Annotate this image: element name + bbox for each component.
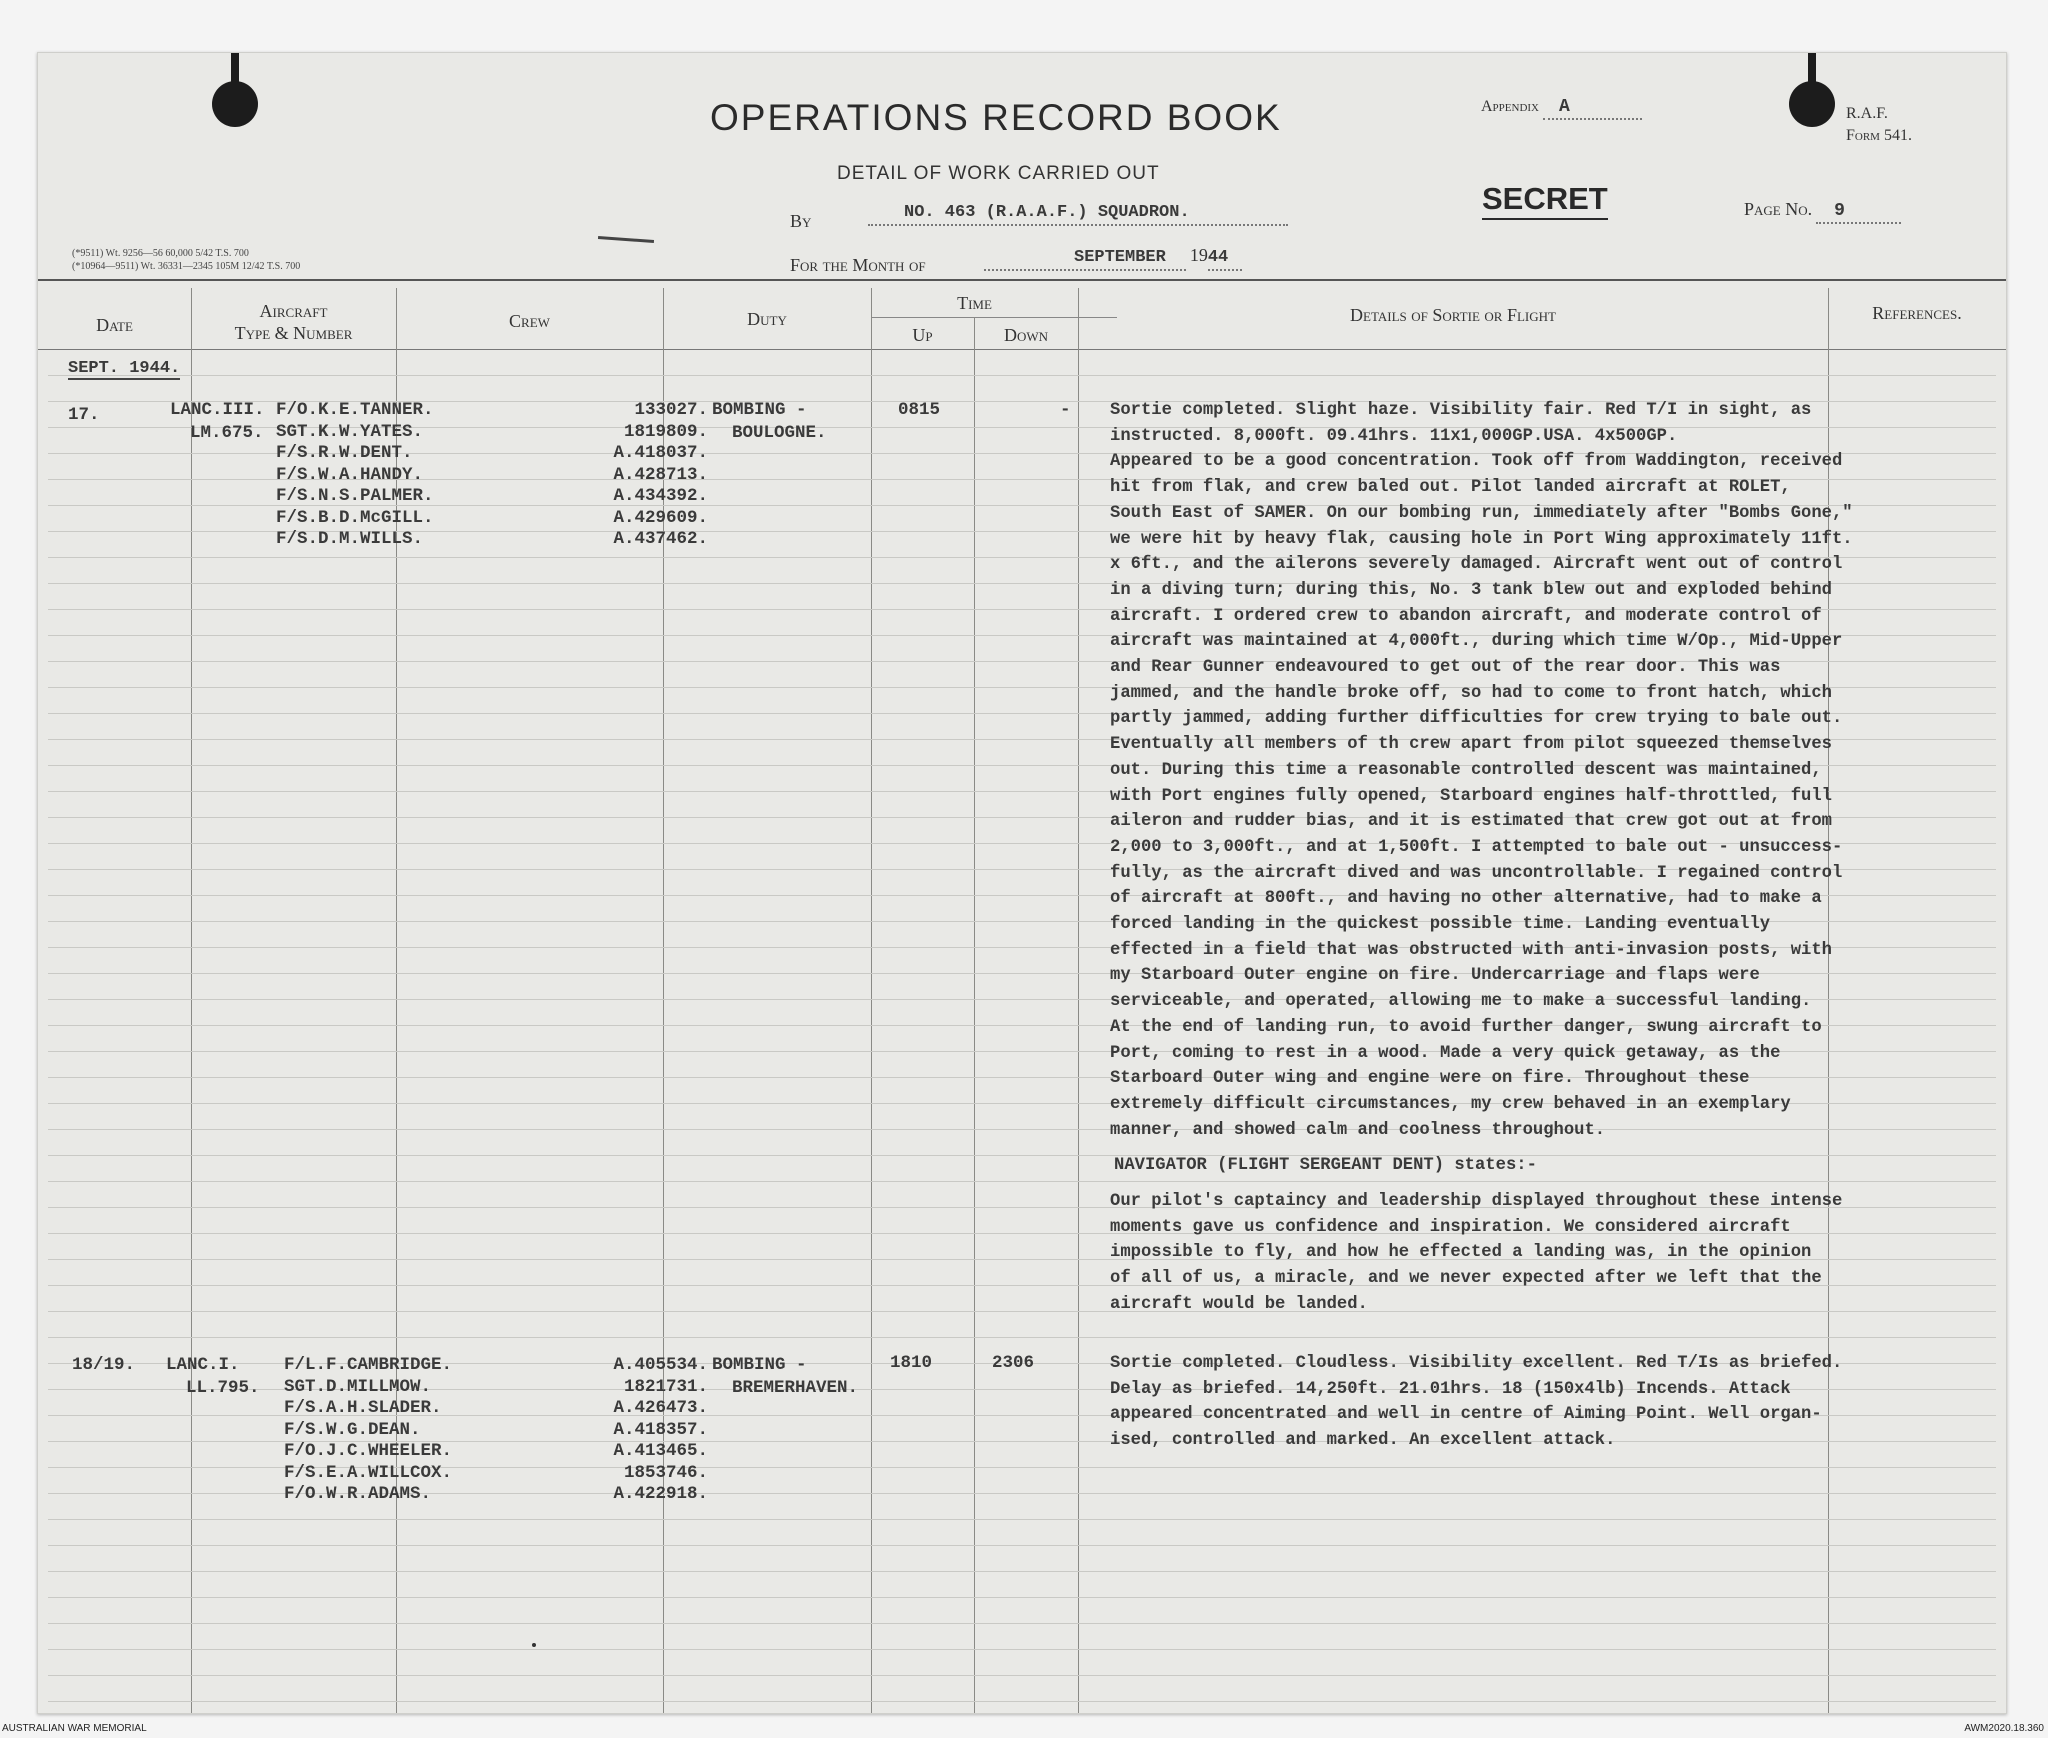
header-details: Details of Sortie or Flight (1350, 305, 1556, 325)
service-number: A.426473. (613, 1398, 708, 1418)
crew-name: F/S.E.A.WILLCOX. (284, 1462, 453, 1483)
statement-line: of all of us, a miracle, and we never expected after we left that the (1110, 1269, 1822, 1289)
detail-line: Sortie completed. Cloudless. Visibility excellent. Red T/Is as briefed. (1110, 1354, 1843, 1373)
time-down: 2306 (992, 1353, 1035, 1373)
crew-name: SGT.K.W.YATES. (276, 421, 424, 442)
detail-line: extremely difficult circumstances, my crew behaved in an exemplary (1110, 1094, 1791, 1114)
detail-line: At the end of landing run, to avoid further danger, swung aircraft to (1110, 1017, 1822, 1037)
detail-line: aircraft. I ordered crew to abandon aircraft, and moderate control of (1110, 606, 1822, 626)
statement-line: moments gave us confidence and inspiration. We considered aircraft (1110, 1217, 1791, 1237)
navigator-statement (1110, 1189, 1842, 1318)
header-aircraft-line-1: Aircraft (259, 301, 328, 321)
month-value: SEPTEMBER (984, 248, 1186, 271)
month-field (984, 245, 1242, 271)
service-number: A.434392. (613, 486, 708, 506)
header-aircraft-line-2: Type & Number (234, 323, 353, 343)
duty-line-2: BREMERHAVEN. (732, 1378, 859, 1398)
form-code-line-2: Form 541. (1846, 127, 1912, 144)
detail-line: Eventually all members of th crew apart from pilot squeezed themselves (1110, 735, 1832, 755)
by-label: By (790, 211, 812, 231)
year-prefix: 19 (1189, 245, 1208, 265)
detail-line: my Starboard Outer engine on fire. Undercarriage and flaps were (1110, 966, 1760, 986)
service-number: 1819809. (623, 421, 708, 442)
aircraft-number: LL.795. (186, 1378, 260, 1398)
service-number: A.422918. (613, 1484, 708, 1504)
squadron-value: NO. 463 (R.A.A.F.) SQUADRON. (868, 203, 1288, 226)
col-divider-duty (871, 288, 872, 1713)
header-date: Date (96, 315, 133, 335)
crew-name: F/S.R.W.DENT. (276, 443, 413, 463)
month-heading: SEPT. 1944. (68, 359, 181, 378)
crew-name: F/O.W.R.ADAMS. (284, 1484, 432, 1504)
secret-classification: SECRET (1482, 181, 1608, 220)
binder-hole-left (212, 81, 258, 127)
col-divider-down (1078, 288, 1079, 1713)
form-code-line-1: R.A.F. (1846, 105, 1888, 122)
crew-name: F/S.A.H.SLADER. (284, 1398, 442, 1418)
detail-line: aileron and rudder bias, and it is estimated that crew got out at from (1110, 812, 1832, 832)
detail-line: appeared concentrated and well in centre of Aiming Point. Well organ- (1110, 1405, 1822, 1425)
detail-line: serviceable, and operated, allowing me to make a successful landing. (1110, 992, 1812, 1012)
ink-speck (532, 1643, 536, 1647)
record-sheet (37, 52, 2007, 1714)
crew-name: F/S.W.A.HANDY. (276, 464, 424, 485)
crew-list (284, 1355, 452, 1506)
time-down: - (1060, 400, 1071, 420)
duty-line-1: BOMBING - (712, 400, 807, 420)
service-number: 1853746. (623, 1462, 708, 1483)
crew-list (276, 400, 434, 551)
service-number: 1821731. (623, 1376, 708, 1397)
detail-line: partly jammed, adding further difficulties for crew trying to bale out. (1110, 709, 1843, 729)
page-label: Page No. (1744, 199, 1813, 219)
navigator-heading: NAVIGATOR (FLIGHT SERGEANT DENT) states:- (1114, 1156, 1537, 1175)
by-field (868, 203, 1288, 226)
detail-line: hit from flak, and crew baled out. Pilot landed aircraft at ROLET, (1110, 478, 1791, 498)
service-number: A.418037. (613, 443, 708, 463)
appendix-field (1481, 97, 1642, 120)
detail-line: effected in a field that was obstructed with anti-invasion posts, with (1110, 940, 1832, 960)
statement-line: Our pilot's captaincy and leadership displayed throughout these intense (1110, 1192, 1843, 1211)
table-header-border (38, 349, 2006, 350)
crew-name: F/S.B.D.McGILL. (276, 507, 434, 528)
time-up: 1810 (890, 1353, 933, 1373)
service-number: A.418357. (613, 1419, 708, 1440)
binder-hole-right (1789, 81, 1835, 127)
col-divider-date (191, 288, 192, 1713)
document-title: OPERATIONS RECORD BOOK (710, 97, 1282, 138)
detail-line: and Rear Gunner endeavoured to get out of the rear door. This was (1110, 658, 1781, 678)
year-value: 44 (1208, 248, 1242, 271)
detail-line: Appeared to be a good concentration. Took off from Waddington, received (1110, 452, 1843, 472)
crew-name: F/O.J.C.WHEELER. (284, 1441, 453, 1461)
col-divider-time (974, 317, 975, 1713)
detail-line: South East of SAMER. On our bombing run, immediately after "Bombs Gone," (1110, 503, 1853, 523)
service-number: 133027. (634, 400, 708, 420)
sortie-details (1110, 1351, 1842, 1454)
detail-line: with Port engines fully opened, Starboard engines half-throttled, full (1110, 786, 1832, 806)
crew-numbers (558, 1355, 708, 1506)
footer-collection: AUSTRALIAN WAR MEMORIAL (2, 1723, 147, 1734)
detail-line: instructed. 8,000ft. 09.41hrs. 11x1,000GP.USA. 4x500GP. (1110, 426, 1678, 446)
header-time-up: Up (912, 325, 933, 345)
header-time-down: Down (1003, 325, 1049, 345)
duty-line-1: BOMBING - (712, 1355, 807, 1375)
detail-line: aircraft was maintained at 4,000ft., during which time W/Op., Mid-Upper (1110, 632, 1843, 652)
detail-line: jammed, and the handle broke off, so had to come to front hatch, which (1110, 683, 1832, 703)
service-number: A.413465. (613, 1441, 708, 1461)
statement-line: impossible to fly, and how he effected a landing was, in the opinion (1110, 1243, 1812, 1263)
table-top-border (38, 279, 2006, 281)
aircraft-number: LM.675. (190, 423, 264, 443)
statement-line: aircraft would be landed. (1110, 1294, 1368, 1314)
document-subtitle: DETAIL OF WORK CARRIED OUT (837, 163, 1160, 184)
entry-date: 17. (68, 405, 100, 425)
crew-name: F/L.F.CAMBRIDGE. (284, 1355, 453, 1375)
entry-date: 18/19. (72, 1355, 136, 1375)
aircraft-type: LANC.I. (166, 1355, 240, 1375)
header-time: Time (957, 293, 992, 313)
detail-line: in a diving turn; during this, No. 3 tank blew out and exploded behind (1110, 580, 1832, 600)
duty-line-2: BOULOGNE. (732, 423, 827, 443)
detail-line: x 6ft., and the ailerons severely damaged. Aircraft went out of control (1110, 555, 1843, 575)
print-code-2: (*10964—9511) Wt. 36331—2345 105M 12/42 T.S. 700 (72, 261, 301, 272)
service-number: A.429609. (613, 507, 708, 528)
crew-name: SGT.D.MILLMOW. (284, 1376, 432, 1397)
detail-line: of aircraft at 800ft., and having no other alternative, had to make a (1110, 889, 1822, 909)
detail-line: forced landing in the quickest possible time. Landing eventually (1110, 915, 1771, 935)
detail-line: out. During this time a reasonable controlled descent was maintained, (1110, 760, 1822, 780)
detail-line: Sortie completed. Slight haze. Visibility fair. Red T/I in sight, as (1110, 401, 1812, 420)
print-code-1: (*9511) Wt. 9256—56 60,000 5/42 T.S. 700 (72, 248, 249, 259)
footer-accession: AWM2020.18.360 (1964, 1723, 2044, 1734)
detail-line: fully, as the aircraft dived and was uncontrollable. I regained control (1110, 863, 1843, 883)
page-number-field (1744, 199, 1901, 224)
crew-name: F/S.D.M.WILLS. (276, 529, 424, 549)
appendix-value: A (1543, 97, 1642, 120)
detail-line: manner, and showed calm and coolness throughout. (1110, 1120, 1606, 1140)
header-duty: Duty (747, 309, 787, 329)
service-number: A.405534. (613, 1355, 708, 1375)
detail-line: Delay as briefed. 14,250ft. 21.01hrs. 18 (150x4lb) Incends. Attack (1110, 1379, 1791, 1399)
month-label: For the Month of (790, 255, 926, 275)
detail-line: we were hit by heavy flak, causing hole in Port Wing approximately 11ft. (1110, 529, 1853, 549)
detail-line: ised, controlled and marked. An excellent attack. (1110, 1431, 1616, 1451)
detail-line: Port, coming to rest in a wood. Made a very quick getaway, as the (1110, 1043, 1781, 1063)
header-references: References. (1872, 303, 1962, 323)
detail-line: Starboard Outer wing and engine were on fire. Throughout these (1110, 1069, 1750, 1089)
page-value: 9 (1816, 201, 1901, 224)
service-number: A.428713. (613, 464, 708, 485)
crew-name: F/S.N.S.PALMER. (276, 486, 434, 506)
detail-line: 2,000 to 3,000ft., and at 1,500ft. I attempted to bale out - unsuccess- (1110, 837, 1843, 857)
service-number: A.437462. (613, 529, 708, 549)
sortie-details (1110, 398, 1853, 1143)
crew-name: F/S.W.G.DEAN. (284, 1419, 421, 1440)
pen-mark (598, 236, 654, 243)
crew-name: F/O.K.E.TANNER. (276, 400, 434, 420)
header-crew: Crew (509, 311, 550, 331)
time-up: 0815 (898, 400, 941, 420)
crew-numbers (558, 400, 708, 551)
appendix-label: Appendix (1481, 98, 1540, 115)
aircraft-type: LANC.III. (170, 400, 265, 420)
